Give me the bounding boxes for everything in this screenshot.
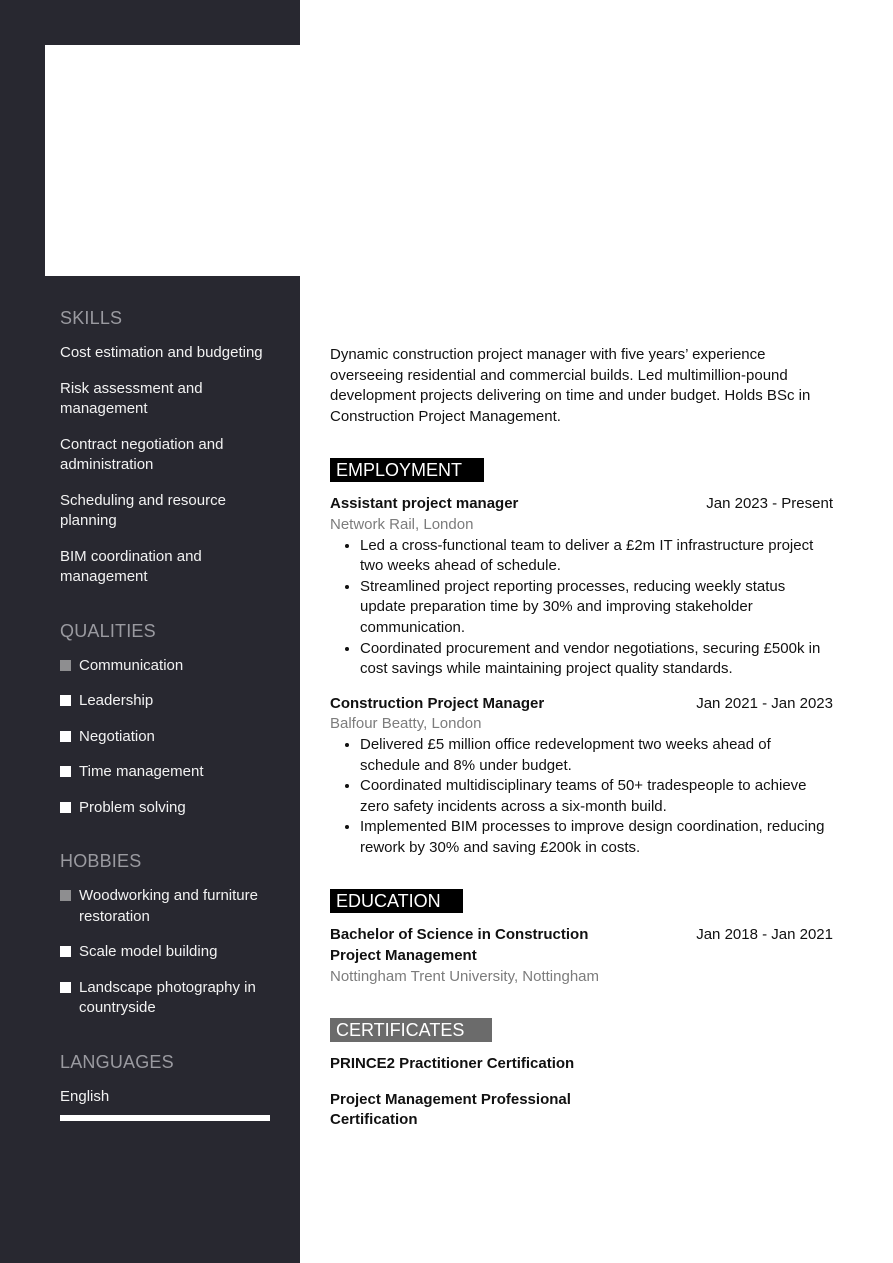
certificates-heading: CERTIFICATES bbox=[330, 1018, 492, 1042]
job-entry bbox=[330, 494, 833, 679]
square-bullet-icon bbox=[60, 731, 71, 742]
skill-item: Risk assessment and management bbox=[60, 379, 203, 417]
job-bullet: • Delivered £5 million office redevelopment two weeks ahead of schedule and 8% under budget. bbox=[360, 735, 833, 776]
hobbies-section bbox=[60, 849, 275, 1019]
square-bullet-icon bbox=[60, 766, 71, 777]
quality-item bbox=[60, 798, 275, 819]
quality-item bbox=[60, 656, 275, 677]
job-dates: Jan 2021 - Jan 2023 bbox=[696, 694, 833, 712]
quality-label: Problem solving bbox=[79, 798, 186, 816]
sidebar-content bbox=[60, 306, 275, 1121]
square-bullet-icon bbox=[60, 982, 71, 993]
quality-label: Negotiation bbox=[79, 727, 155, 745]
quality-item bbox=[60, 762, 275, 783]
language-level-fill bbox=[60, 1115, 270, 1121]
job-bullet: • Streamlined project reporting processes, reducing weekly status update preparation time by 30% and improving stakeholder communication. bbox=[360, 577, 833, 639]
job-dates: Jan 2023 - Present bbox=[706, 495, 833, 513]
square-bullet-icon bbox=[60, 890, 71, 901]
job-company: Balfour Beatty, London bbox=[330, 715, 482, 733]
hobby-item bbox=[60, 978, 275, 1019]
square-bullet-icon bbox=[60, 660, 71, 671]
job-title: Construction Project Manager bbox=[330, 694, 545, 712]
square-bullet-icon bbox=[60, 946, 71, 957]
hobby-label: Woodworking and furniture restoration bbox=[79, 887, 258, 925]
school-name: Nottingham Trent University, Nottingham bbox=[330, 967, 599, 985]
language-level-bar bbox=[60, 1115, 270, 1121]
hobby-item bbox=[60, 886, 275, 927]
qualities-section bbox=[60, 619, 275, 819]
quality-label: Communication bbox=[79, 656, 184, 674]
certificates-section bbox=[330, 987, 833, 1131]
job-bullets bbox=[330, 536, 833, 680]
profile-summary: Dynamic construction project manager with five years’ experience overseeing residential and commercial builds. Led multimillion-pound development projects delivering on time and under budget. Holds BSc in Construction Project Management. bbox=[330, 346, 811, 425]
hobby-item bbox=[60, 942, 275, 963]
degree-title: Bachelor of Science in Construction Project Management bbox=[330, 926, 589, 965]
job-bullet: • Coordinated multidisciplinary teams of 50+ tradespeople to achieve zero safety incidents across a six-month build. bbox=[360, 776, 833, 817]
job-company: Network Rail, London bbox=[330, 515, 474, 533]
education-dates: Jan 2018 - Jan 2021 bbox=[696, 926, 833, 944]
skill-item: Contract negotiation and administration bbox=[60, 435, 224, 473]
certificate-item: PRINCE2 Practitioner Certification bbox=[330, 1055, 575, 1073]
education-section bbox=[330, 872, 833, 987]
quality-label: Time management bbox=[79, 763, 204, 780]
skill-item: Cost estimation and budgeting bbox=[60, 344, 263, 361]
hobby-label: Scale model building bbox=[79, 943, 218, 960]
job-bullet: • Implemented BIM processes to improve design coordination, reducing rework by 30% and saving £200k in costs. bbox=[360, 817, 833, 858]
square-bullet-icon bbox=[60, 695, 71, 706]
job-bullets bbox=[330, 735, 833, 859]
hobbies-list bbox=[60, 886, 275, 1019]
qualities-heading: QUALITIES bbox=[60, 620, 156, 641]
language-name: English bbox=[60, 1087, 110, 1105]
quality-item bbox=[60, 691, 275, 712]
languages-heading: LANGUAGES bbox=[60, 1051, 174, 1072]
job-bullet: • Led a cross-functional team to deliver a £2m IT infrastructure project two weeks ahead of schedule. bbox=[360, 536, 833, 577]
profile-photo-placeholder bbox=[45, 45, 300, 276]
education-heading: EDUCATION bbox=[330, 889, 463, 913]
sidebar bbox=[0, 0, 300, 1263]
qualities-list bbox=[60, 656, 275, 819]
main-content bbox=[330, 345, 833, 1146]
job-bullet: • Coordinated procurement and vendor negotiations, securing £500k in cost savings while maintaining project quality standards. bbox=[360, 639, 833, 680]
certificate-item: Project Management Professional Certification bbox=[330, 1090, 571, 1129]
languages-section bbox=[60, 1050, 275, 1121]
quality-label: Leadership bbox=[79, 692, 154, 709]
skills-section bbox=[60, 306, 275, 588]
quality-item bbox=[60, 727, 275, 748]
skills-heading: SKILLS bbox=[60, 308, 123, 328]
employment-section bbox=[330, 427, 833, 858]
job-title: Assistant project manager bbox=[330, 495, 519, 513]
education-entry bbox=[330, 925, 833, 987]
hobby-label: Landscape photography in countryside bbox=[79, 978, 256, 1016]
skill-item: Scheduling and resource planning bbox=[60, 491, 226, 529]
skill-item: BIM coordination and management bbox=[60, 547, 202, 585]
job-entry bbox=[330, 694, 833, 859]
hobbies-heading: HOBBIES bbox=[60, 851, 142, 871]
square-bullet-icon bbox=[60, 802, 71, 813]
employment-heading: EMPLOYMENT bbox=[330, 458, 484, 482]
